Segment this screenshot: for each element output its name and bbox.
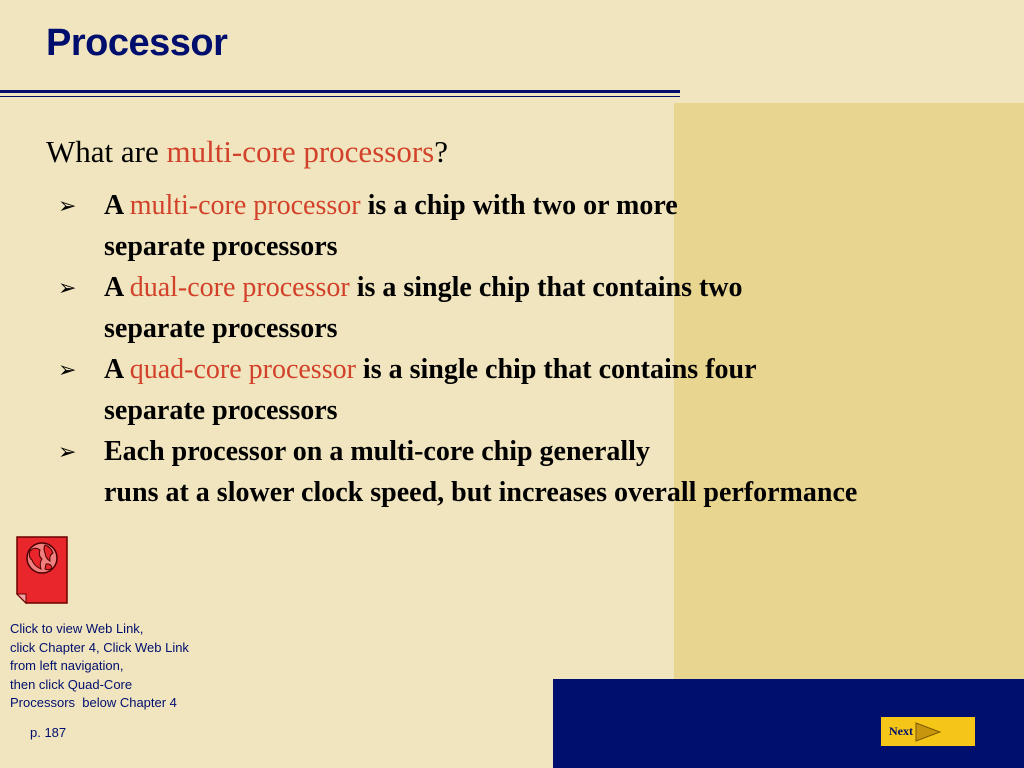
bullet-list: [58, 185, 1024, 513]
play-arrow-icon: [915, 722, 941, 742]
bullet-rest: is a chip with two or more: [360, 190, 678, 221]
bullet-prefix: A: [104, 272, 130, 303]
bullet-line1: Each processor on a multi-core chip generally: [104, 436, 650, 467]
title-rule: [0, 90, 680, 93]
arrow-bullet-icon: ➢: [58, 439, 77, 464]
arrow-bullet-icon: ➢: [58, 275, 77, 300]
weblink-line: from left navigation,: [10, 658, 124, 673]
bullet-line2: separate processors: [104, 395, 338, 426]
bullet-term: dual-core processor: [129, 272, 350, 303]
arrow-bullet-icon: ➢: [58, 193, 77, 218]
next-button[interactable]: [881, 717, 975, 746]
weblink-line: click Chapter 4, Click Web Link: [10, 639, 189, 655]
question-suffix: ?: [434, 134, 448, 169]
bullet-item: [58, 185, 1024, 267]
bullet-line2: separate processors: [104, 231, 338, 262]
bullet-prefix: A: [104, 190, 130, 221]
question-prefix: What are: [46, 134, 167, 169]
bullet-rest: is a single chip that contains four: [355, 354, 757, 385]
bullet-rest: is a single chip that contains two: [349, 272, 743, 303]
bullet-term: multi-core processor: [129, 190, 361, 221]
bullet-item: [58, 431, 1024, 513]
bullet-line2: separate processors: [104, 313, 338, 344]
bullet-item: [58, 267, 1024, 349]
weblink-instructions: [10, 620, 189, 713]
weblink-line: Processors below Chapter 4: [10, 695, 177, 710]
page-reference: p. 187: [30, 725, 67, 740]
slide-question: [46, 134, 448, 170]
globe-document-icon[interactable]: [16, 536, 68, 604]
weblink-line: Click to view Web Link,: [10, 621, 144, 636]
slide-title: Processor: [46, 22, 228, 64]
bullet-term: quad-core processor: [129, 354, 356, 385]
weblink-line: then click Quad-Core: [10, 676, 133, 692]
bullet-item: [58, 349, 1024, 431]
next-label: Next: [889, 724, 913, 738]
title-rule-thin: [0, 96, 680, 97]
bullet-prefix: A: [104, 354, 130, 385]
question-highlight: multi-core processors: [166, 134, 435, 169]
bullet-line2: runs at a slower clock speed, but increases overall performance: [104, 477, 858, 508]
arrow-bullet-icon: ➢: [58, 357, 77, 382]
